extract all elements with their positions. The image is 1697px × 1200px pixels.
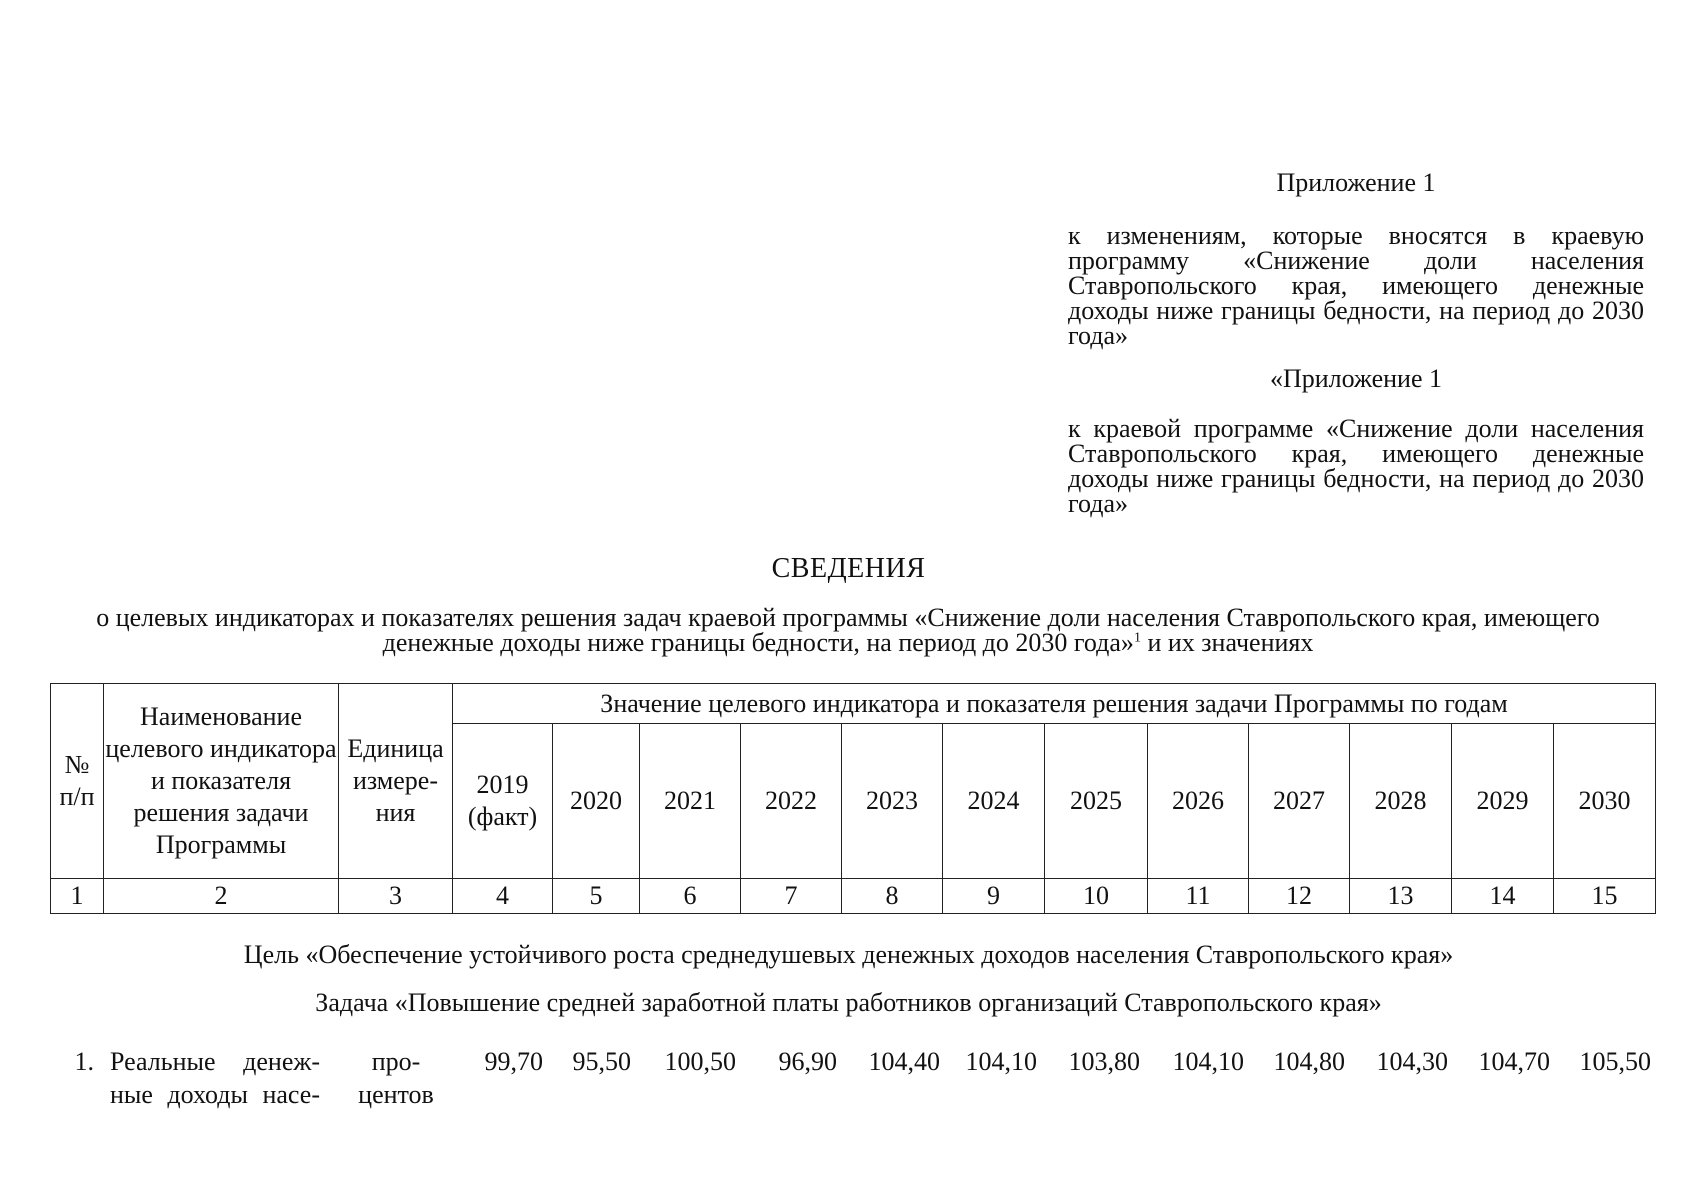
column-number-cell: 1 — [51, 879, 104, 914]
row-indicator-name-line-1: Реальные денеж- — [110, 1047, 320, 1076]
header-values-by-year: Значение целевого индикатора и показателя решения задачи Программы по годам — [453, 684, 1656, 724]
column-number-cell: 4 — [453, 879, 553, 914]
header-unit: Единица измере-ния — [339, 684, 453, 879]
header-year-cell: 2022 — [741, 724, 842, 879]
indicators-table — [50, 683, 1656, 914]
column-number-cell: 3 — [339, 879, 453, 914]
header-year-cell: 2021 — [640, 724, 741, 879]
column-number-cell: 7 — [741, 879, 842, 914]
column-number-cell: 2 — [104, 879, 339, 914]
row-value-cell: 99,70 — [484, 1047, 543, 1076]
subheading-main-text: о целевых индикаторах и показателях решения задач краевой программы «Снижение доли населения Ставропольского края, имеющего денежные доходы ниже границы бедности, на период до 2030 года» — [96, 603, 1600, 657]
header-year-cell: 2025 — [1045, 724, 1148, 879]
document-heading: СВЕДЕНИЯ — [771, 553, 926, 584]
row-value-cell: 104,30 — [1376, 1047, 1448, 1076]
header-row-number: № п/п — [51, 684, 104, 879]
column-number-cell: 15 — [1554, 879, 1656, 914]
row-value-cell: 104,10 — [965, 1047, 1037, 1076]
row-unit — [353, 1045, 439, 1111]
appendix-2-title-text: «Приложение 1 — [1269, 364, 1443, 393]
header-year-cell: 2026 — [1148, 724, 1249, 879]
header-year-cell: 2029 — [1452, 724, 1554, 879]
row-unit-line-2: центов — [358, 1080, 434, 1109]
column-number-cell: 12 — [1249, 879, 1350, 914]
column-number-cell: 8 — [842, 879, 943, 914]
appendix-1-title-text: Приложение 1 — [1276, 168, 1436, 197]
appendix-1-title — [1068, 170, 1644, 195]
row-value-cell: 103,80 — [1068, 1047, 1140, 1076]
row-value-cell: 104,40 — [868, 1047, 940, 1076]
appendix-1-body — [1068, 223, 1644, 348]
indicators-table-wrapper — [50, 683, 1656, 914]
row-indicator-name-line-2: ные доходы насе- — [110, 1080, 320, 1109]
appendix-2-title — [1068, 366, 1644, 391]
column-number-cell: 5 — [553, 879, 640, 914]
subheading-tail-text: и их значениях — [1140, 628, 1314, 657]
row-value-cell: 104,10 — [1172, 1047, 1244, 1076]
header-indicator-name: Наименование целевого индикатора и показателя решения задачи Программы — [104, 684, 339, 879]
column-number-cell: 6 — [640, 879, 741, 914]
goal-title: Цель «Обеспечение устойчивого роста среднедушевых денежных доходов населения Ставропольского края» — [243, 940, 1454, 969]
row-value-cell: 104,70 — [1478, 1047, 1550, 1076]
column-number-cell: 10 — [1045, 879, 1148, 914]
document-subheading — [56, 605, 1640, 655]
appendix-1-body-text: к изменениям, которые вносятся в краевую программу «Снижение доли населения Ставропольского края, имеющего денежные доходы ниже границы бедности, на период до 2030 года» — [1068, 221, 1644, 350]
header-year-cell: 2019 (факт) — [453, 724, 553, 879]
header-year-cell: 2028 — [1350, 724, 1452, 879]
row-value-cell: 100,50 — [664, 1047, 736, 1076]
row-number: 1. — [74, 1047, 94, 1076]
appendix-2-body — [1068, 416, 1644, 516]
header-year-cell: 2027 — [1249, 724, 1350, 879]
column-number-cell: 13 — [1350, 879, 1452, 914]
table-column-numbers-row — [51, 879, 1656, 914]
row-value-cell: 105,50 — [1579, 1047, 1651, 1076]
row-value-cell: 96,90 — [778, 1047, 837, 1076]
column-number-cell: 9 — [943, 879, 1045, 914]
table-header-row — [51, 684, 1656, 724]
row-value-cell: 104,80 — [1273, 1047, 1345, 1076]
header-year-cell: 2020 — [553, 724, 640, 879]
header-year-cell: 2023 — [842, 724, 943, 879]
row-unit-line-1: про- — [371, 1047, 421, 1076]
row-indicator-name — [110, 1045, 320, 1111]
task-title: Задача «Повышение средней заработной платы работников организаций Ставропольского края» — [315, 988, 1382, 1017]
header-year-cell: 2024 — [943, 724, 1045, 879]
appendix-2-body-text: к краевой программе «Снижение доли населения Ставропольского края, имеющего денежные доходы ниже границы бедности, на период до 2030 года» — [1068, 414, 1644, 518]
header-year-cell: 2030 — [1554, 724, 1656, 879]
footnote-marker: 1 — [1133, 630, 1141, 646]
column-number-cell: 11 — [1148, 879, 1249, 914]
column-number-cell: 14 — [1452, 879, 1554, 914]
row-value-cell: 95,50 — [572, 1047, 631, 1076]
